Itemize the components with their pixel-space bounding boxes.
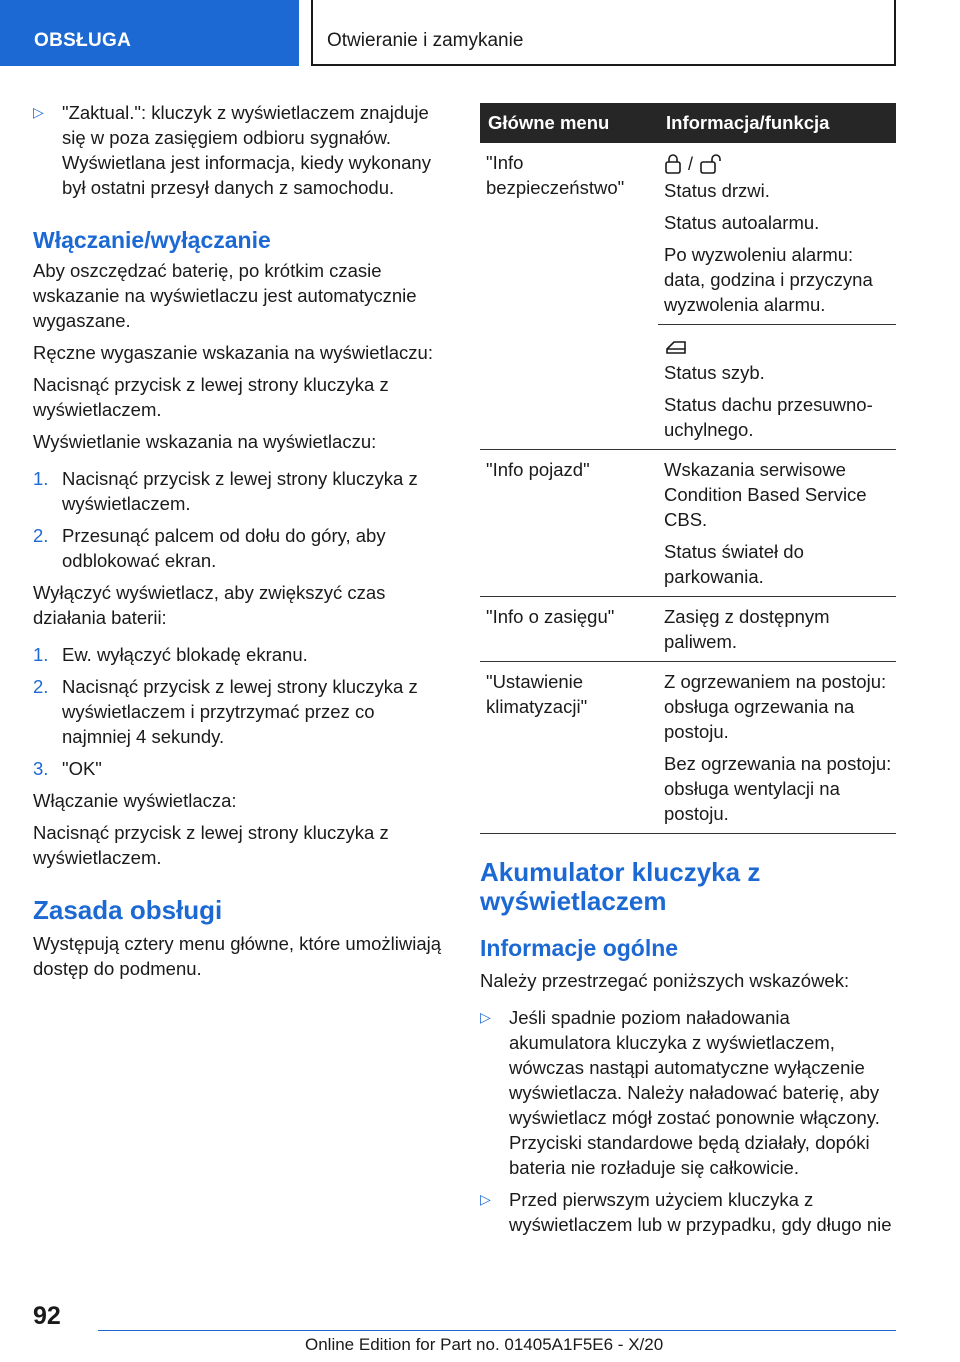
table-cell: / Status drzwi. Status autoalarmu. Po wyzwoleniu alarmu: data, godzina i przyczyna wyzwolenia alarmu. [658, 143, 896, 325]
paragraph: Wyświetlanie wskazania na wyświetlaczu: [33, 431, 377, 452]
list-item: 2. Przesunąć palcem od dołu do góry, aby odblokować ekran. [33, 525, 386, 571]
footer-divider [98, 1330, 896, 1331]
paragraph: Nacisnąć przycisk z lewej strony kluczyka z wyświetlaczem. [33, 822, 389, 868]
table-row [480, 143, 896, 325]
table-cell: "Info pojazd" [480, 450, 658, 597]
triangle-bullet-icon: ▷ [33, 104, 44, 120]
table-header-cell: Informacja/funkcja [658, 103, 896, 143]
list-item: ▷ Przed pierwszym użyciem kluczyka z wyświetlaczem lub w przypadku, gdy długo nie [480, 1189, 892, 1235]
list-item: 1. Nacisnąć przycisk z lewej strony kluczyka z wyświetlaczem. [33, 468, 418, 514]
table-cell: "Ustawienie klimatyzacji" [480, 662, 658, 834]
table-row [480, 662, 896, 834]
lock-open-icon [699, 153, 727, 175]
paragraph: Należy przestrzegać poniższych wskazówek: [480, 970, 850, 991]
table-cell: Status szyb. Status dachu przesuwno-uchylnego. [658, 325, 896, 450]
heading-principle: Zasada obsługi [33, 895, 223, 925]
table-row [480, 597, 896, 662]
list-item: ▷ Jeśli spadnie poziom naładowania akumulatora kluczyka z wyświetlaczem, wówczas nastąpi automatyczne wyłączenie wyświetlacza. Należy naładować baterię, aby wyświetlacz mógł zostać ponownie włączony. Przyciski standardowe będą działały, dopóki bateria nie rozładuje się całkowicie. [480, 1007, 880, 1178]
page-number: 92 [33, 1302, 61, 1330]
menu-table [480, 103, 896, 834]
list-item: 2. Nacisnąć przycisk z lewej strony kluczyka z wyświetlaczem i przytrzymać przez co najmniej 4 sekundy. [33, 676, 418, 747]
paragraph: Aby oszczędzać baterię, po krótkim czasie wskazanie na wyświetlaczu jest automatycznie wygaszane. [33, 260, 417, 331]
table-cell: Zasięg z dostępnym paliwem. [658, 597, 896, 662]
paragraph: Nacisnąć przycisk z lewej strony kluczyka z wyświetlaczem. [33, 374, 389, 420]
table-header-row [480, 103, 896, 143]
heading-general: Informacje ogólne [480, 935, 679, 961]
chapter-title: Otwieranie i zamykanie [311, 0, 896, 66]
heading-battery: Akumulator kluczyka z wyświetlaczem [480, 857, 761, 916]
table-row [480, 450, 896, 597]
car-window-icon [664, 336, 688, 356]
page-header [0, 0, 960, 66]
paragraph: Wyłączyć wyświetlacz, aby zwiększyć czas działania baterii: [33, 582, 386, 628]
list-item: ▷ "Zaktual.": kluczyk z wyświetlaczem znajduje się w poza zasięgiem odbioru sygnałów. Wyświetlana jest informacja, kiedy wykonany był ostatni przesył danych z samochodu. [33, 102, 431, 198]
paragraph: Włączanie wyświetlacza: [33, 790, 237, 811]
lock-closed-icon [664, 153, 682, 175]
paragraph: Ręczne wygaszanie wskazania na wyświetlaczu: [33, 342, 433, 363]
triangle-bullet-icon: ▷ [480, 1191, 491, 1207]
triangle-bullet-icon: ▷ [480, 1009, 491, 1025]
table-cell: "Info o zasięgu" [480, 597, 658, 662]
table-cell: Z ogrzewaniem na postoju: obsługa ogrzewania na postoju. Bez ogrzewania na postoju: obsługa wentylacji na postoju. [658, 662, 896, 834]
right-column [480, 100, 896, 1244]
section-tab: OBSŁUGA [0, 0, 299, 66]
list-item: 3. "OK" [33, 758, 102, 779]
footer-edition: Online Edition for Part no. 01405A1F5E6 - X/20 [305, 1335, 664, 1354]
table-cell: Wskazania serwisowe Condition Based Service CBS. Status świateł do parkowania. [658, 450, 896, 597]
table-header-cell: Główne menu [480, 103, 658, 143]
heading-on-off: Włączanie/wyłączanie [33, 227, 271, 253]
left-column [33, 100, 443, 988]
paragraph: Występują cztery menu główne, które umożliwiają dostęp do podmenu. [33, 933, 442, 979]
list-item: 1. Ew. wyłączyć blokadę ekranu. [33, 644, 308, 665]
table-cell: "Info bezpieczeństwo" [480, 143, 658, 450]
